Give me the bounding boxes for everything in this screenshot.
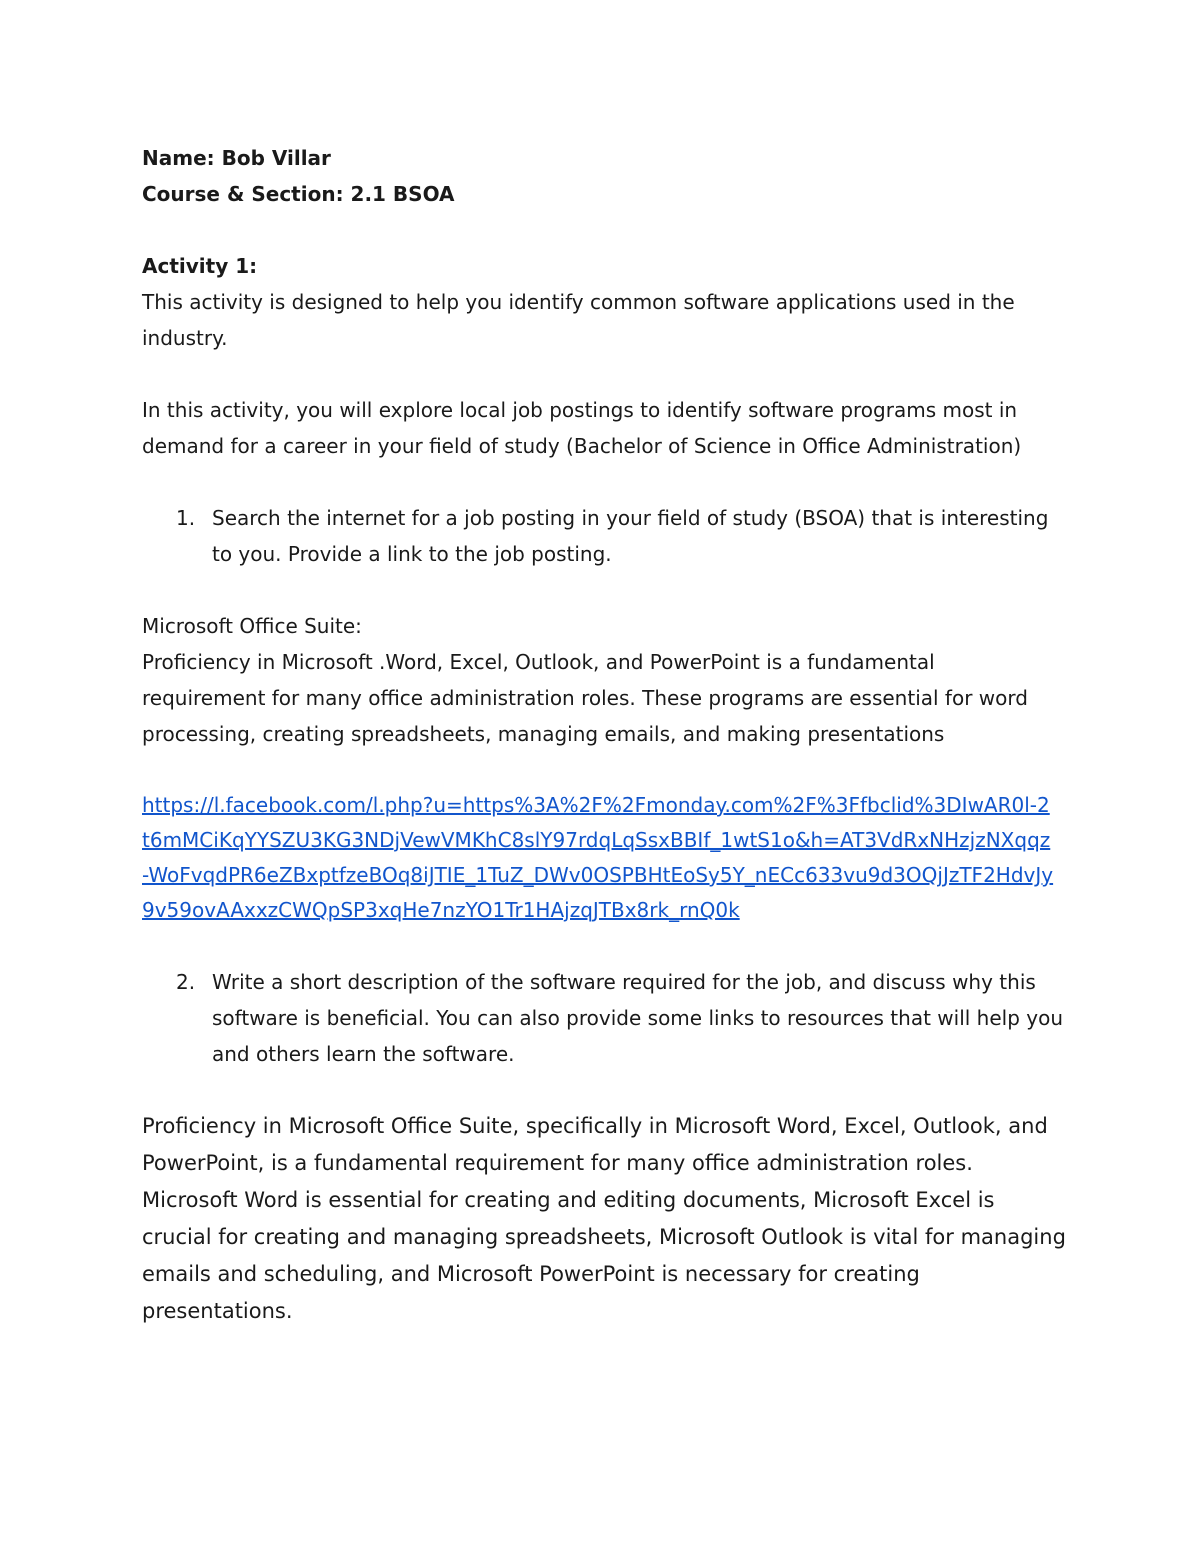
activity-instructions: In this activity, you will explore local job postings to identify software programs most in demand for a career in your field of study (Bachelor of Science in Office Administration) — [142, 398, 1022, 458]
question-2 — [142, 964, 1072, 1072]
answer-1-body: Proficiency in Microsoft .Word, Excel, Outlook, and PowerPoint is a fundamental requirement for many office administration roles. These programs are essential for word processing, creating spreadsheets, managing emails, and making presentations — [142, 650, 1028, 746]
spacer — [142, 572, 1067, 608]
job-posting-link[interactable]: https://l.facebook.com/l.php?u=https%3A%2F%2Fmonday.com%2F%3Ffbclid%3DIwAR0l-2t6mMCiKqYYSZU3KG3NDjVewVMKhC8slY97rdqLqSsxBBIf_1wtS1o&h=AT3VdRxNHzjzNXqqz-WoFvqdPR6eZBxptfzeBOq8iJTIE_1TuZ_DWv0OSPBHtEoSy5Y_nECc633vu9d3OQjJzTF2HdvJy9v59ovAAxxzCWQpSP3xqHe7nzYO1Tr1HAjzqJTBx8rk_rnQ0k — [142, 793, 1054, 922]
answer-1-heading: Microsoft Office Suite: — [142, 614, 362, 638]
spacer — [142, 752, 1067, 788]
activity-intro: This activity is designed to help you identify common software applications used in the industry. — [142, 290, 1015, 350]
spacer — [142, 356, 1067, 392]
document-content — [142, 140, 1067, 1330]
question-1 — [142, 500, 1072, 572]
spacer — [142, 928, 1067, 964]
question-2-number: 2. — [176, 970, 196, 994]
activity-title: Activity 1: — [142, 254, 258, 278]
course-section: Course & Section: 2.1 BSOA — [142, 182, 455, 206]
answer-2-body: Proficiency in Microsoft Office Suite, specifically in Microsoft Word, Excel, Outlook, and PowerPoint, is a fundamental requirement for many office administration roles. Microsoft Word is essential for creating and editing documents, Microsoft Excel is crucial for creating and managing spreadsheets, Microsoft Outlook is vital for managing emails and scheduling, and Microsoft PowerPoint is necessary for creating presentations. — [142, 1114, 1066, 1323]
question-1-number: 1. — [176, 506, 196, 530]
question-1-text: Search the internet for a job posting in your field of study (BSOA) that is interesting to you. Provide a link to the job posting. — [212, 506, 1049, 566]
spacer — [142, 212, 1067, 248]
question-2-text: Write a short description of the software required for the job, and discuss why this software is beneficial. You can also provide some links to resources that will help you and others learn the software. — [212, 970, 1064, 1066]
spacer — [142, 1072, 1067, 1108]
spacer — [142, 464, 1067, 500]
student-name: Name: Bob Villar — [142, 146, 331, 170]
